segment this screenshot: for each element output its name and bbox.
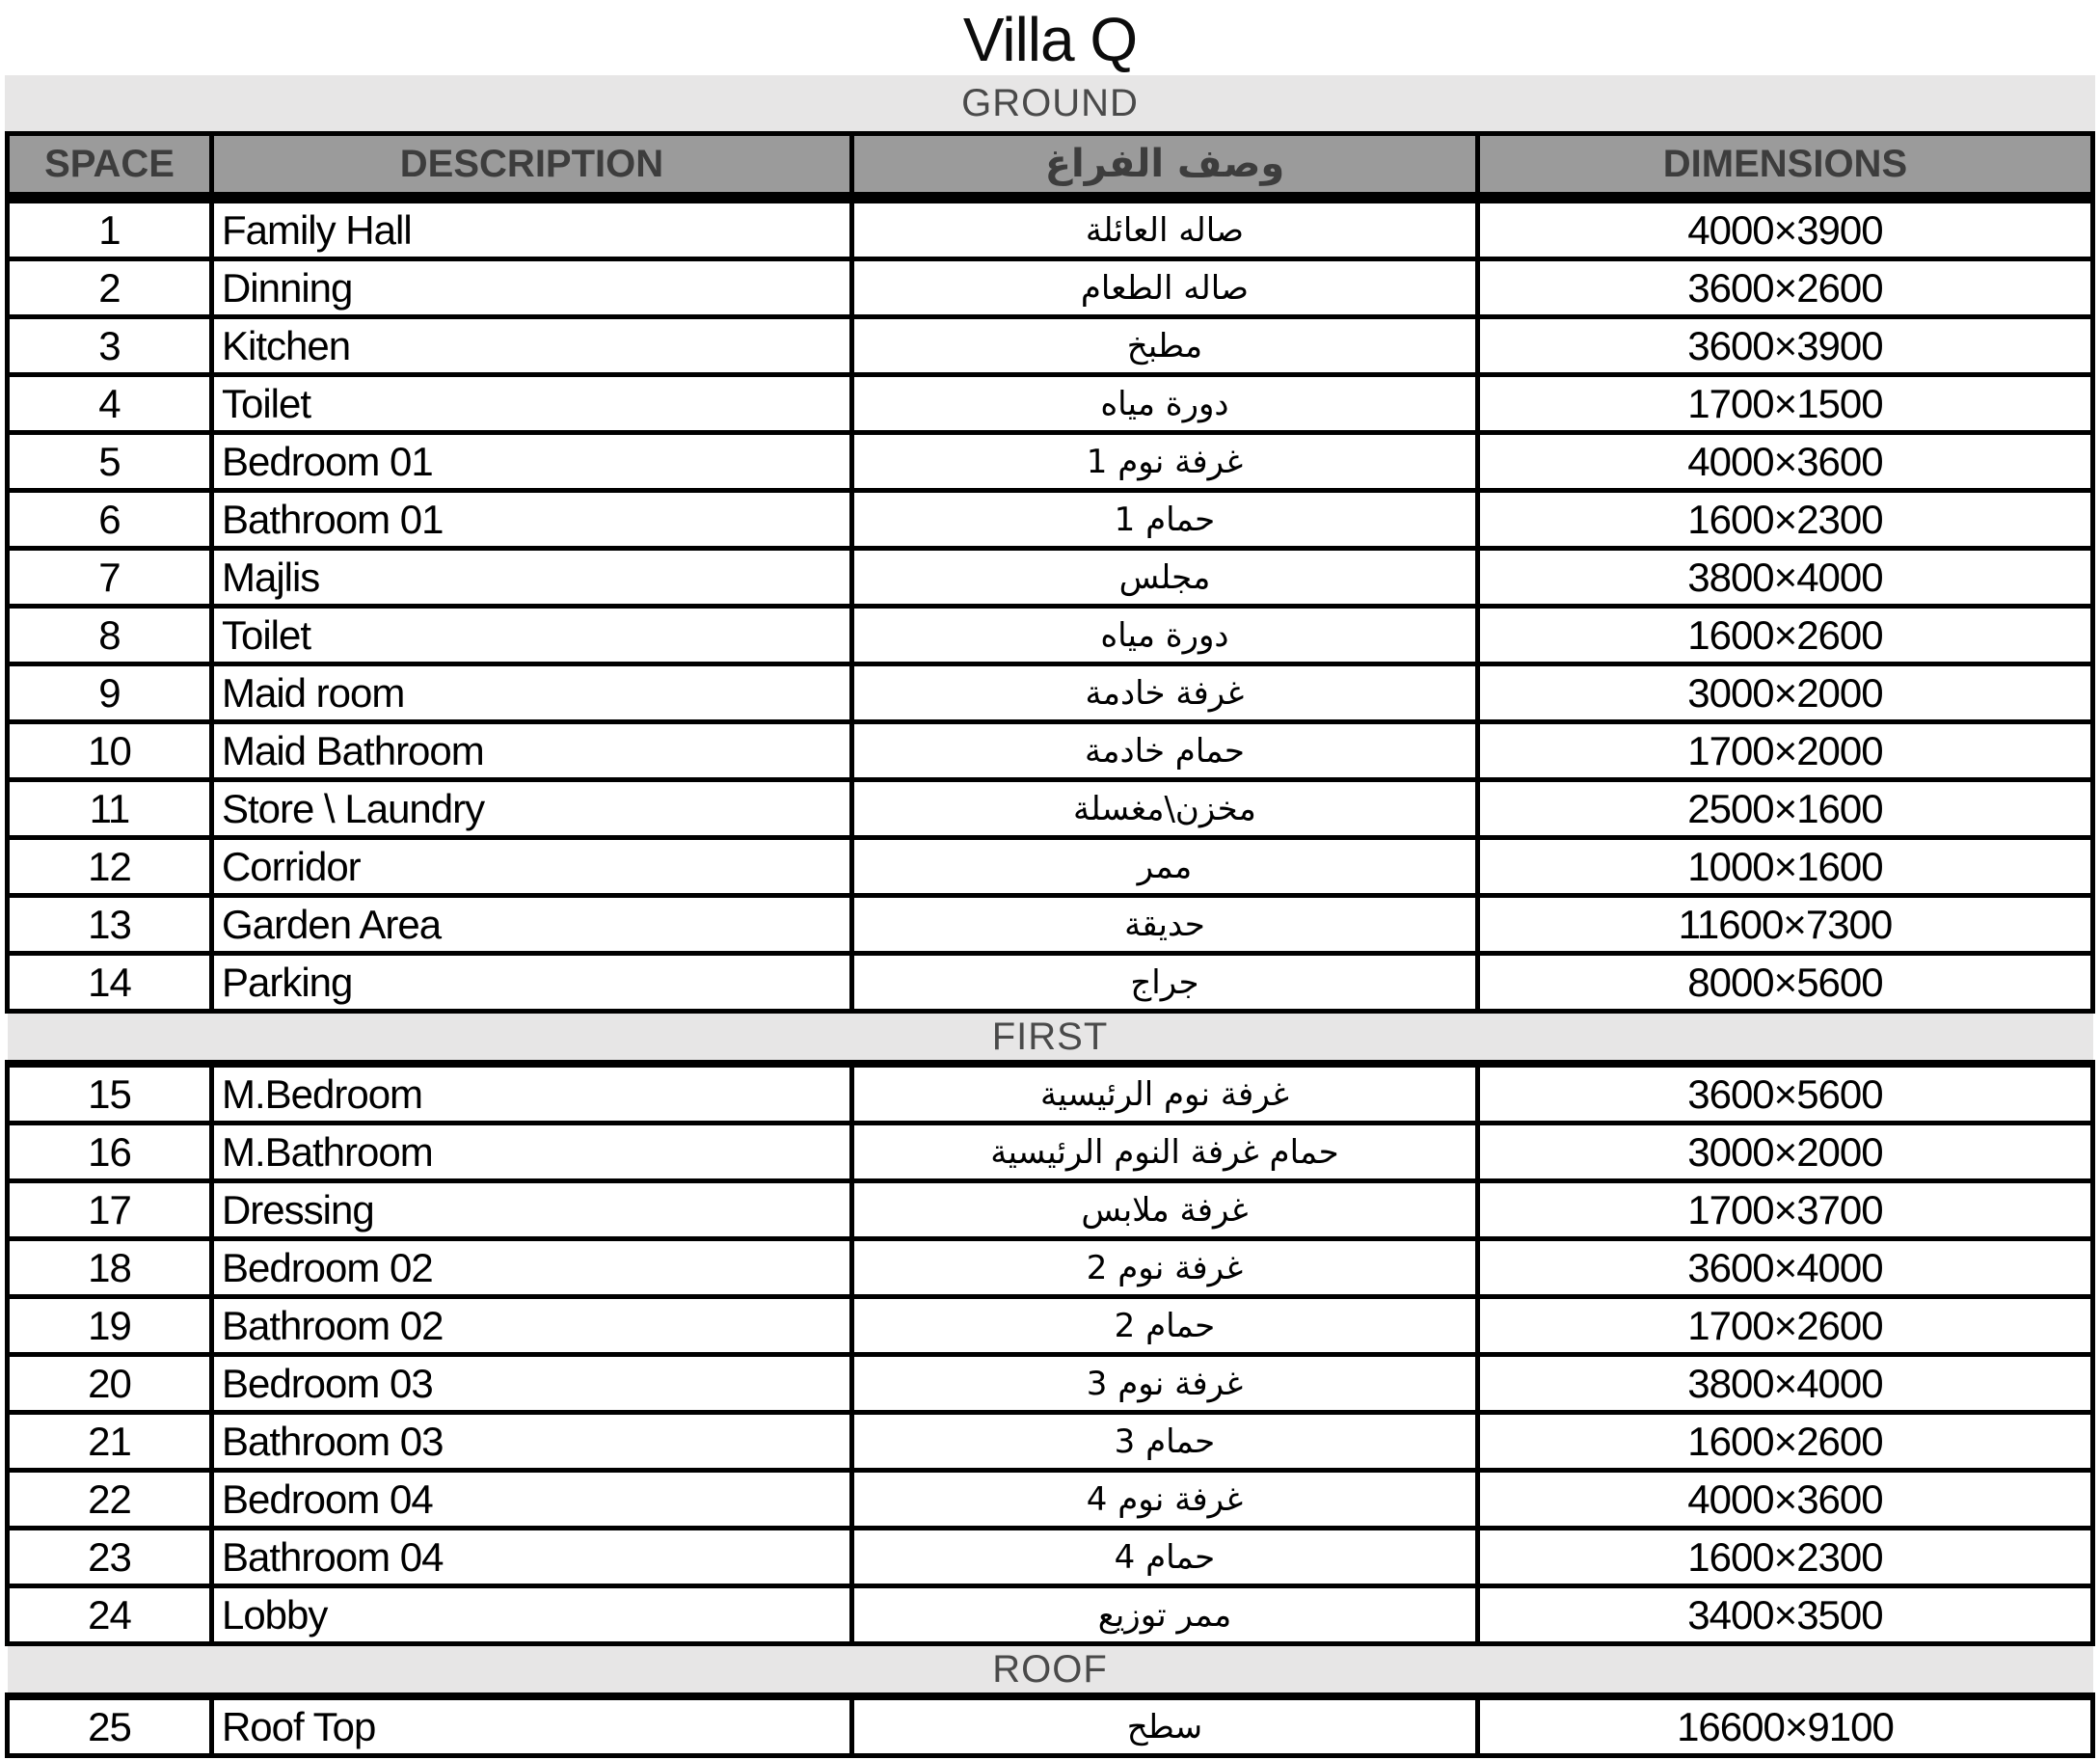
space-cell: 3	[8, 317, 212, 375]
arabic-cell: سطح	[852, 1696, 1478, 1756]
space-cell: 9	[8, 664, 212, 722]
dimensions-cell: 1600×2600	[1477, 1413, 2092, 1471]
space-cell: 7	[8, 549, 212, 607]
arabic-cell: دورة مياه	[852, 607, 1478, 664]
description-cell: Family Hall	[211, 198, 851, 259]
dimensions-cell: 1700×2000	[1477, 722, 2092, 780]
description-cell: M.Bedroom	[211, 1064, 851, 1124]
space-cell: 19	[8, 1297, 212, 1355]
arabic-cell: حمام خادمة	[852, 722, 1478, 780]
description-cell: Dressing	[211, 1181, 851, 1239]
spaces-table	[5, 131, 2095, 1758]
table-row	[8, 838, 2093, 896]
dimensions-cell: 3600×5600	[1477, 1064, 2092, 1124]
arabic-cell: ممر توزيع	[852, 1586, 1478, 1644]
column-header-space: SPACE	[8, 134, 212, 199]
space-cell: 12	[8, 838, 212, 896]
description-cell: Toilet	[211, 607, 851, 664]
section-band-row	[8, 1012, 2093, 1065]
arabic-cell: غرفة خادمة	[852, 664, 1478, 722]
space-cell: 10	[8, 722, 212, 780]
space-cell: 16	[8, 1124, 212, 1181]
table-row	[8, 317, 2093, 375]
dimensions-cell: 1700×1500	[1477, 375, 2092, 433]
table-row	[8, 722, 2093, 780]
description-cell: Roof Top	[211, 1696, 851, 1756]
space-cell: 13	[8, 896, 212, 954]
arabic-cell: غرفة نوم 2	[852, 1239, 1478, 1297]
table-row	[8, 1239, 2093, 1297]
dimensions-cell: 3000×2000	[1477, 1124, 2092, 1181]
dimensions-cell: 4000×3600	[1477, 433, 2092, 491]
table-row	[8, 1181, 2093, 1239]
dimensions-cell: 4000×3900	[1477, 198, 2092, 259]
arabic-cell: غرفة نوم الرئيسية	[852, 1064, 1478, 1124]
description-cell: Maid room	[211, 664, 851, 722]
dimensions-cell: 1600×2600	[1477, 607, 2092, 664]
arabic-cell: حمام 2	[852, 1297, 1478, 1355]
column-header-description: DESCRIPTION	[211, 134, 851, 199]
description-cell: Dinning	[211, 259, 851, 317]
space-cell: 20	[8, 1355, 212, 1413]
column-header-dimensions: DIMENSIONS	[1477, 134, 2092, 199]
dimensions-cell: 1600×2300	[1477, 491, 2092, 549]
description-cell: Bedroom 02	[211, 1239, 851, 1297]
section-band-label: FIRST	[8, 1012, 2093, 1065]
arabic-cell: مخزن\مغسلة	[852, 780, 1478, 838]
arabic-cell: حمام 3	[852, 1413, 1478, 1471]
space-cell: 14	[8, 954, 212, 1012]
section-band-row	[8, 1644, 2093, 1697]
description-cell: Corridor	[211, 838, 851, 896]
dimensions-cell: 8000×5600	[1477, 954, 2092, 1012]
table-row	[8, 1586, 2093, 1644]
space-cell: 22	[8, 1471, 212, 1529]
description-cell: Bedroom 01	[211, 433, 851, 491]
space-cell: 5	[8, 433, 212, 491]
description-cell: Toilet	[211, 375, 851, 433]
space-cell: 4	[8, 375, 212, 433]
table-row	[8, 664, 2093, 722]
dimensions-cell: 3600×3900	[1477, 317, 2092, 375]
space-cell: 18	[8, 1239, 212, 1297]
arabic-cell: حمام 4	[852, 1529, 1478, 1586]
space-cell: 24	[8, 1586, 212, 1644]
table-row	[8, 259, 2093, 317]
space-cell: 25	[8, 1696, 212, 1756]
dimensions-cell: 3600×4000	[1477, 1239, 2092, 1297]
dimensions-cell: 3400×3500	[1477, 1586, 2092, 1644]
arabic-cell: صاله الطعام	[852, 259, 1478, 317]
table-row	[8, 1064, 2093, 1124]
table-row	[8, 1297, 2093, 1355]
arabic-cell: جراج	[852, 954, 1478, 1012]
arabic-cell: دورة مياه	[852, 375, 1478, 433]
table-row	[8, 1696, 2093, 1756]
arabic-cell: غرفة نوم 1	[852, 433, 1478, 491]
space-cell: 15	[8, 1064, 212, 1124]
space-cell: 21	[8, 1413, 212, 1471]
description-cell: Bedroom 03	[211, 1355, 851, 1413]
space-cell: 17	[8, 1181, 212, 1239]
description-cell: Kitchen	[211, 317, 851, 375]
page-title: Villa Q	[962, 5, 1138, 74]
arabic-cell: حمام غرفة النوم الرئيسية	[852, 1124, 1478, 1181]
description-cell: Majlis	[211, 549, 851, 607]
section-band-ground: GROUND	[5, 75, 2095, 131]
arabic-cell: مجلس	[852, 549, 1478, 607]
description-cell: Store \ Laundry	[211, 780, 851, 838]
description-cell: Bathroom 02	[211, 1297, 851, 1355]
dimensions-cell: 3800×4000	[1477, 1355, 2092, 1413]
arabic-cell: حديقة	[852, 896, 1478, 954]
section-band-label: ROOF	[8, 1644, 2093, 1697]
dimensions-cell: 16600×9100	[1477, 1696, 2092, 1756]
arabic-cell: ممر	[852, 838, 1478, 896]
table-row	[8, 549, 2093, 607]
arabic-cell: مطبخ	[852, 317, 1478, 375]
table-row	[8, 491, 2093, 549]
table-row	[8, 198, 2093, 259]
dimensions-cell: 4000×3600	[1477, 1471, 2092, 1529]
table-row	[8, 375, 2093, 433]
description-cell: Maid Bathroom	[211, 722, 851, 780]
table-row	[8, 1529, 2093, 1586]
arabic-cell: غرفة ملابس	[852, 1181, 1478, 1239]
table-row	[8, 1124, 2093, 1181]
table-row	[8, 433, 2093, 491]
arabic-cell: غرفة نوم 4	[852, 1471, 1478, 1529]
description-cell: Garden Area	[211, 896, 851, 954]
description-cell: Bathroom 04	[211, 1529, 851, 1586]
description-cell: Bathroom 03	[211, 1413, 851, 1471]
dimensions-cell: 11600×7300	[1477, 896, 2092, 954]
dimensions-cell: 3800×4000	[1477, 549, 2092, 607]
table-row	[8, 780, 2093, 838]
table-row	[8, 1355, 2093, 1413]
table-header-row	[8, 134, 2093, 199]
table-row	[8, 1471, 2093, 1529]
table-row	[8, 954, 2093, 1012]
space-cell: 6	[8, 491, 212, 549]
dimensions-cell: 3000×2000	[1477, 664, 2092, 722]
table-row	[8, 1413, 2093, 1471]
space-cell: 11	[8, 780, 212, 838]
dimensions-cell: 2500×1600	[1477, 780, 2092, 838]
dimensions-cell: 1600×2300	[1477, 1529, 2092, 1586]
arabic-cell: حمام 1	[852, 491, 1478, 549]
description-cell: M.Bathroom	[211, 1124, 851, 1181]
dimensions-cell: 1700×2600	[1477, 1297, 2092, 1355]
description-cell: Parking	[211, 954, 851, 1012]
description-cell: Bedroom 04	[211, 1471, 851, 1529]
space-cell: 2	[8, 259, 212, 317]
table-row	[8, 896, 2093, 954]
space-cell: 1	[8, 198, 212, 259]
dimensions-cell: 3600×2600	[1477, 259, 2092, 317]
table-row	[8, 607, 2093, 664]
space-cell: 23	[8, 1529, 212, 1586]
dimensions-cell: 1700×3700	[1477, 1181, 2092, 1239]
arabic-cell: صاله العائلة	[852, 198, 1478, 259]
column-header-arabic-description: وصف الفراغ	[852, 134, 1478, 199]
space-cell: 8	[8, 607, 212, 664]
description-cell: Lobby	[211, 1586, 851, 1644]
description-cell: Bathroom 01	[211, 491, 851, 549]
arabic-cell: غرفة نوم 3	[852, 1355, 1478, 1413]
dimensions-cell: 1000×1600	[1477, 838, 2092, 896]
